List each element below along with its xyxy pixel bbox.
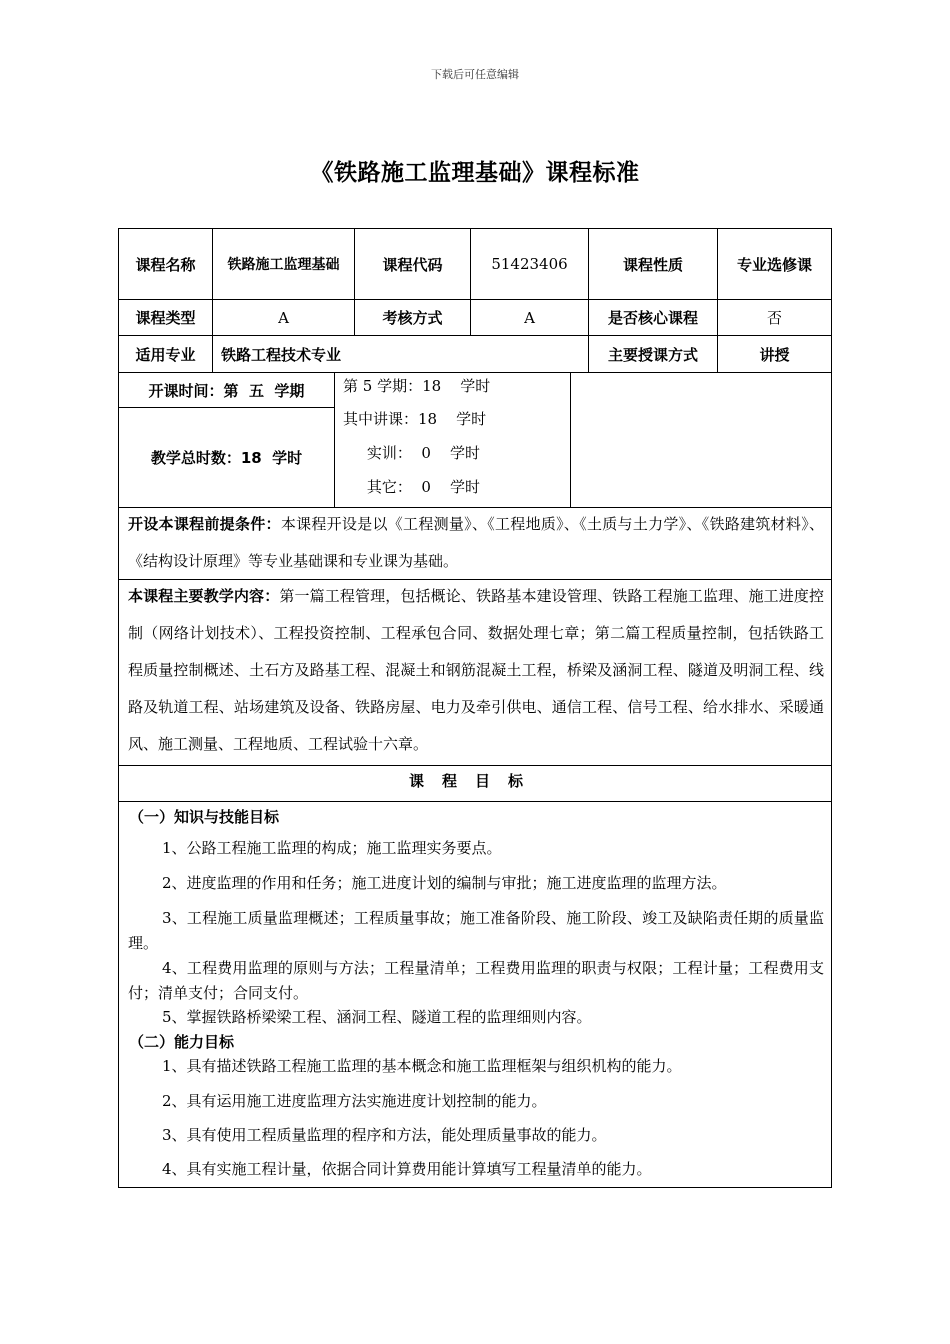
prerequisites-text: 本课程开设是以《工程测量》、《工程地质》、《土质与土力学》、《铁路建筑材料》、《结构设计原理》等专业基础课和专业课为基础。 [128,515,824,570]
course-nature-label: 课程性质 [622,255,683,274]
header-note: 下载后可任意编辑 [431,68,519,81]
col-divider [570,372,571,507]
knowledge-heading: （一）知识与技能目标 [129,808,280,826]
prerequisites-block [128,506,824,580]
course-nature-value: 专业选修课 [736,255,812,274]
ability-heading: （二）能力目标 [129,1033,235,1051]
semester-label: 开课时间：第 五 学期 [148,381,305,400]
content-text: 第一篇工程管理，包括概论、铁路基本建设管理、铁路工程施工监理、施工进度控制（网络计划技术）、工程投资控制、工程承包合同、数据处理七章；第二篇工程质量控制，包括铁路工程质量控制概述、土石方及路基工程、混凝土和钢筋混凝土工程，桥梁及涵洞工程、隧道及明洞工程、线路及轨道工程、站场建筑及设备、铁路房屋、电力及牵引供电、通信工程、信号工程、给水排水、采暖通风、施工测量、工程地质、工程试验十六章。 [128,587,824,753]
knowledge-item: 5、掌握铁路桥梁梁工程、涵洞工程、隧道工程的监理细则内容。 [162,1008,592,1026]
knowledge-item: 3、工程施工质量监理概述；工程质量事故；施工准备阶段、施工阶段、竣工及缺陷责任期的质量监理。 [128,909,824,952]
knowledge-item: 1、公路工程施工监理的构成；施工监理实务要点。 [162,839,502,857]
ability-item: 2、具有运用施工进度监理方法实施进度计划控制的能力。 [162,1092,547,1110]
knowledge-item: 4、工程费用监理的原则与方法；工程量清单；工程费用监理的职责与权限；工程计量；工程费用支付；清单支付；合同支付。 [128,959,824,1002]
exam-method-value: A [524,308,535,327]
row-divider [119,765,831,766]
major-label: 适用专业 [135,345,196,364]
goals-title: 课程目标 [408,772,541,790]
col-divider [334,372,335,507]
hours-practice: 实训： 0 学时 [343,444,480,462]
knowledge-item: 2、进度监理的作用和任务；施工进度计划的编制与审批；施工进度监理的监理方法。 [162,874,727,892]
exam-method-label: 考核方式 [382,309,443,327]
row-divider [119,801,831,802]
hours-lecture: 其中讲课：18 学时 [343,410,487,428]
course-code-label: 课程代码 [382,255,443,274]
ability-item: 1、具有描述铁路工程施工监理的基本概念和施工监理框架与组织机构的能力。 [162,1057,682,1075]
core-course-value: 否 [766,309,782,327]
course-standard-table [118,228,832,1188]
hours-semester: 第 5 学期：18 学时 [343,377,491,395]
hours-other: 其它： 0 学时 [343,478,480,496]
ability-item: 3、具有使用工程质量监理的程序和方法，能处理质量事故的能力。 [162,1126,607,1144]
teaching-method-value: 讲授 [759,345,790,364]
major-value: 铁路工程技术专业 [221,345,342,364]
teaching-method-label: 主要授课方式 [607,345,698,364]
course-type-label: 课程类型 [135,309,196,327]
prerequisites-label: 开设本课程前提条件： [128,515,281,533]
course-type-value: A [278,308,289,327]
course-name-value: 铁路施工监理基础 [227,257,340,273]
core-course-label: 是否核心课程 [607,309,698,327]
content-label: 本课程主要教学内容： [128,587,280,605]
page-title: 《铁路施工监理基础》课程标准 [310,160,640,186]
content-block [128,578,824,763]
total-hours-label: 教学总时数：18 学时 [150,449,303,467]
course-name-label: 课程名称 [135,255,196,274]
ability-item: 4、具有实施工程计量，依据合同计算费用能计算填写工程量清单的能力。 [162,1160,652,1178]
course-code-value: 51423406 [491,255,568,273]
